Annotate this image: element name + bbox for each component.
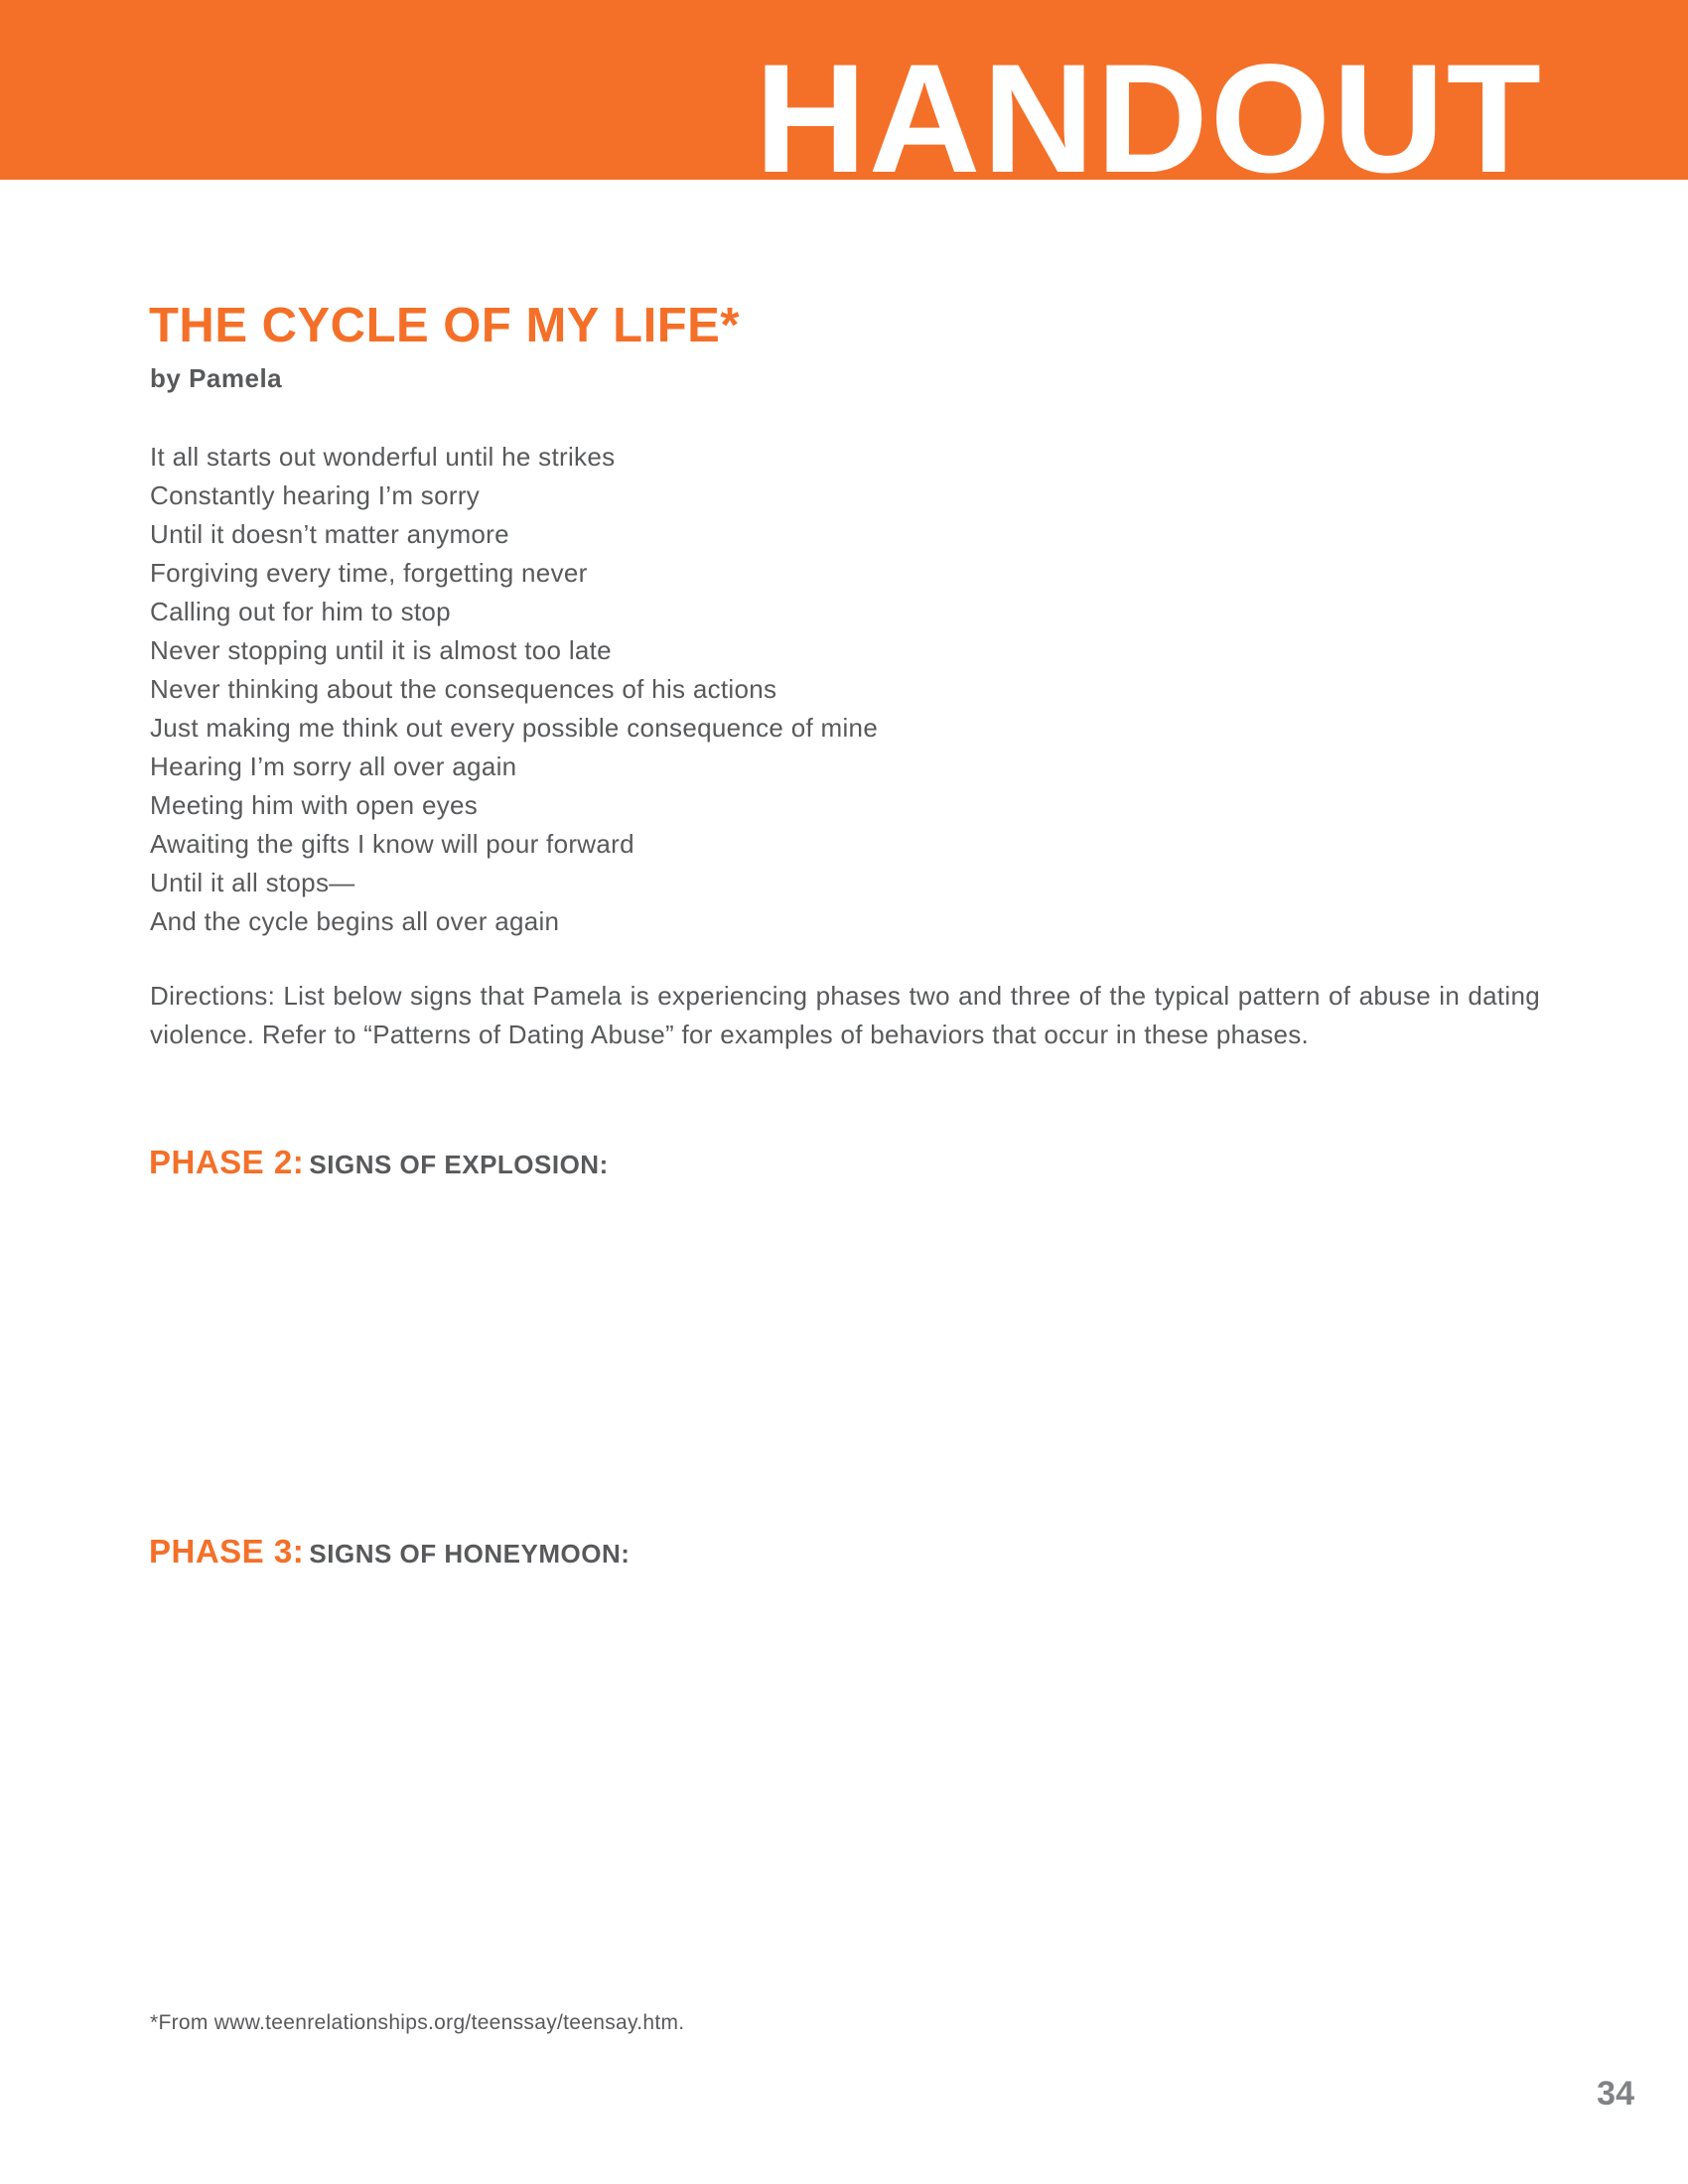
poem-lines [150, 438, 878, 941]
poem-byline: by Pamela [150, 363, 283, 393]
poem-line: It all starts out wonderful until he strikes [150, 442, 616, 472]
poem-line: Until it all stops— [150, 868, 355, 897]
poem-line: Hearing I’m sorry all over again [150, 751, 517, 781]
phase-3-description: SIGNS OF HONEYMOON: [309, 1539, 631, 1569]
poem-title: THE CYCLE OF MY LIFE* [149, 299, 740, 352]
page-number: 34 [1597, 2075, 1634, 2113]
banner-title: HANDOUT [755, 33, 1543, 180]
phase-2-heading [149, 1146, 609, 1178]
phase-2-description: SIGNS OF EXPLOSION: [309, 1150, 609, 1179]
poem-line: Never thinking about the consequences of his actions [150, 674, 777, 704]
poem-line: Until it doesn’t matter anymore [150, 519, 509, 549]
footnote: *From www.teenrelationships.org/teenssay/teensay.htm. [150, 2011, 685, 2034]
poem-line: Just making me think out every possible consequence of mine [150, 713, 879, 743]
poem-line: Forgiving every time, forgetting never [150, 558, 588, 588]
poem-line: Never stopping until it is almost too late [150, 635, 612, 665]
poem-line: Awaiting the gifts I know will pour forward [150, 829, 634, 859]
poem-line: Constantly hearing I’m sorry [150, 480, 481, 510]
phase-3-heading [149, 1535, 630, 1568]
directions-text: Directions: List below signs that Pamela is experiencing phases two and three of the typical pattern of abuse in dating violence. Refer to “Patterns of Dating Abuse” for examples of behaviors that occur in these phases. [150, 981, 1540, 1049]
poem-line: Meeting him with open eyes [150, 790, 479, 820]
header-banner [0, 0, 1688, 180]
phase-3-label: PHASE 3: [149, 1533, 305, 1570]
poem-line: And the cycle begins all over again [150, 906, 560, 936]
poem-line: Calling out for him to stop [150, 597, 451, 626]
phase-2-label: PHASE 2: [149, 1144, 305, 1180]
